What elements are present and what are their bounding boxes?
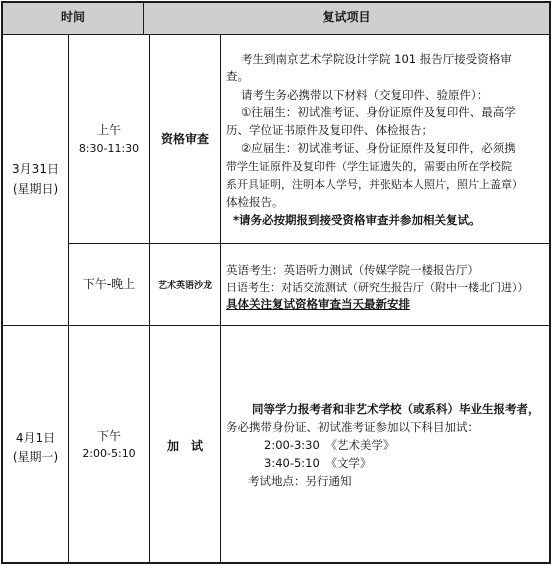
day2-line-2: 务必携带身份证、初试准考证参加以下科目加试： bbox=[226, 420, 479, 434]
day2-date: 4月1日 bbox=[15, 431, 56, 445]
day1-weekday: (星期日) bbox=[12, 182, 59, 196]
header-item: 复试项目 bbox=[322, 10, 371, 24]
day2-line-1: 同等学力报考者和非艺术学校（或系科）毕业生报考者， bbox=[252, 402, 540, 416]
col-divider-3 bbox=[220, 35, 221, 563]
day1-pm-line-2: 日语考生：对话交流测试（研究生报告厅（附中一楼北门进）） bbox=[226, 281, 529, 294]
day2-line-4: 3:40-5:10 《文学》 bbox=[264, 456, 372, 470]
day1-am-line-9: 体检报告。 bbox=[226, 195, 284, 209]
day1-am-line-8: 系开具证明，注明本人学号，并张贴本人照片，照片上盖章） bbox=[226, 178, 523, 191]
header-divider bbox=[1, 34, 551, 35]
table-border-left bbox=[1, 1, 3, 564]
day1-am-time: 8:30-11:30 bbox=[78, 142, 140, 155]
day1-date: 3月31日 bbox=[12, 162, 59, 176]
day1-am-line-3: 请考生务必携带以下材料（交复印件、验原件）： bbox=[241, 88, 489, 102]
col-divider-2 bbox=[149, 35, 150, 563]
day1-am-notice: *请务必按期报到接受资格审查并参加相关复试。 bbox=[233, 213, 481, 227]
header-time: 时间 bbox=[60, 10, 85, 24]
day2-weekday: (星期一) bbox=[12, 450, 59, 464]
day1-am-line-1: 考生到南京艺术学院设计学院 101 报告厅接受资格审 bbox=[241, 52, 512, 66]
table-border-top bbox=[1, 1, 551, 3]
day2-line-3: 2:00-3:30 《艺术美学》 bbox=[264, 438, 395, 452]
day1-am-line-6: ②应届生：初试准考证、身份证原件及复印件，必须携 bbox=[241, 141, 516, 155]
day2-item: 加 试 bbox=[166, 439, 203, 453]
day1-am-line-4: ①往届生：初试准考证、身份证原件及复印件、最高学 bbox=[241, 105, 516, 119]
day1-pm-line-1: 英语考生：英语听力测试（传媒学院一楼报告厅） bbox=[226, 263, 479, 277]
row-divider-am-pm bbox=[69, 243, 551, 244]
day1-pm-notice: 具体关注复试资格审查当天最新安排 bbox=[226, 297, 410, 311]
day2-line-5: 考试地点：另行通知 bbox=[248, 474, 352, 488]
row-divider-day bbox=[1, 325, 551, 326]
day2-time: 2:00-5:10 bbox=[82, 447, 136, 460]
day1-am-line-2: 查。 bbox=[226, 69, 249, 83]
day2-label: 下午 bbox=[96, 429, 121, 443]
col-divider-1 bbox=[68, 35, 69, 563]
day1-am-line-7: 带学生证原件及复印件（学生证遗失的，需要由所在学校院 bbox=[226, 160, 512, 173]
day1-pm-label: 下午-晚上 bbox=[82, 277, 136, 291]
day1-am-line-5: 历、学位证书原件及复印件、体检报告； bbox=[226, 123, 433, 137]
day1-pm-item: 艺术英语沙龙 bbox=[157, 281, 212, 291]
day1-am-item: 资格审查 bbox=[160, 132, 209, 146]
day1-am-label: 上午 bbox=[96, 123, 121, 137]
table-border-bottom bbox=[1, 562, 551, 564]
